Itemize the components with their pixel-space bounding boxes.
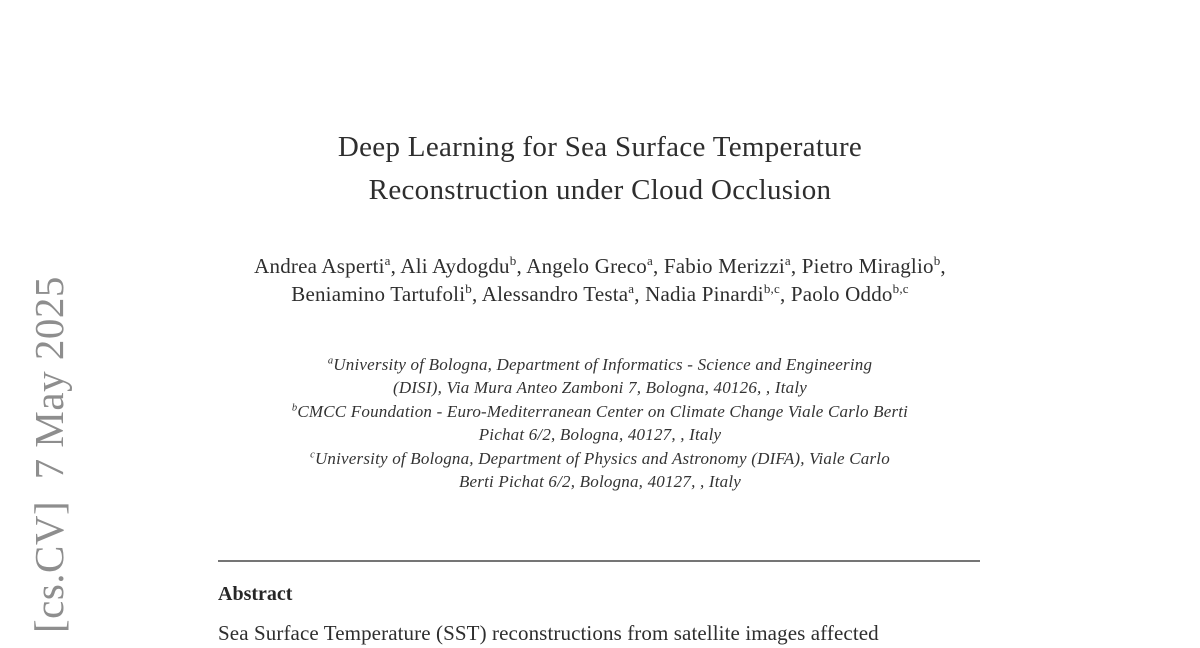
author-name: Nadia Pinardi xyxy=(645,282,764,306)
author-affiliation-mark: b,c xyxy=(892,281,909,296)
paper-title-line-2: Reconstruction under Cloud Occlusion xyxy=(368,174,832,206)
author-affiliation-mark: b xyxy=(465,281,472,296)
affiliation-mark: c xyxy=(310,448,315,460)
author-name: Fabio Merizzi xyxy=(663,254,785,278)
author-affiliation-mark: b xyxy=(509,253,517,268)
author-affiliation-mark: a xyxy=(784,253,791,268)
abstract-heading: Abstract xyxy=(218,583,293,605)
abstract-first-line: Sea Surface Temperature (SST) reconstructions from satellite images affected xyxy=(218,621,879,645)
affiliation-line: Berti Pichat 6/2, Bologna, 40127, , Italy xyxy=(458,472,742,492)
author-name: Beniamino Tartufoli xyxy=(291,282,466,306)
author-affiliation-mark: a xyxy=(647,253,653,268)
author-name: Andrea Asperti xyxy=(254,254,385,278)
author-name: Alessandro Testa xyxy=(481,282,629,306)
author-affiliation-mark: a xyxy=(384,253,391,268)
abstract-separator-rule xyxy=(218,560,980,562)
authors-line: Andrea Asperti$^a$, Ali Aydogdu$^b$, Angelo Greco$^a$, Fabio Merizzi$^a$, Pietro Miraglio$^b$, Beniamino Tartufoli$^b$, Alessandro Testa$^a$, Nadia Pinardi$^{b,c}$, Paolo Oddo$^{b,c}$ xyxy=(254,253,946,306)
author-name: Ali Aydogdu xyxy=(400,254,510,278)
author-affiliation-mark: a xyxy=(628,281,635,296)
arxiv-category-date-stamp: [cs.CV] 7 May 2025 xyxy=(26,276,72,633)
affiliation-line: $^c$University of Bologna, Department of Physics and Astronomy (DIFA), Viale Carlo xyxy=(310,448,890,468)
affiliation-line: Pichat 6/2, Bologna, 40127, , Italy xyxy=(478,425,722,445)
author-affiliation-mark: b xyxy=(933,253,941,268)
affiliation-line: (DISI), Via Mura Anteo Zamboni 7, Bologna, 40126, , Italy xyxy=(392,378,807,398)
author-name: Angelo Greco xyxy=(526,254,648,278)
affiliation-line: $^b$CMCC Foundation - Euro-Mediterranean Center on Climate Change Viale Carlo Berti xyxy=(291,401,909,421)
author-name: Pietro Miraglio xyxy=(801,254,934,278)
author-name: Paolo Oddo xyxy=(790,282,893,306)
affiliation-line: $^a$University of Bologna, Department of Informatics - Science and Engineering xyxy=(327,355,873,374)
paper-title xyxy=(218,126,982,212)
affiliations xyxy=(218,353,982,493)
affiliation-mark: a xyxy=(327,355,334,367)
paper-title-line-1: Deep Learning for Sea Surface Temperature xyxy=(337,131,863,163)
affiliation-mark: b xyxy=(291,402,298,414)
author-affiliation-mark: b,c xyxy=(763,281,780,296)
